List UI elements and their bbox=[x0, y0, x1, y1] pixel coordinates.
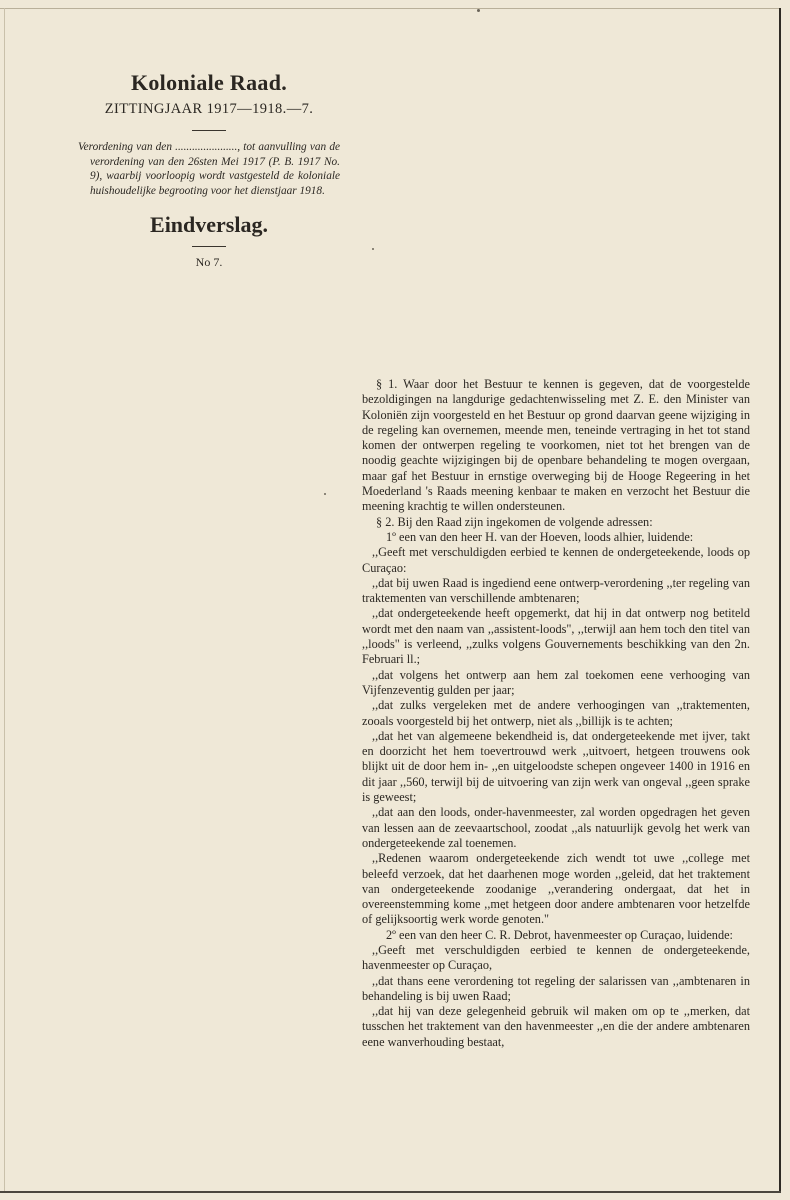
report-title: Eindverslag. bbox=[150, 212, 268, 237]
report-body bbox=[362, 377, 750, 1050]
address-1-paragraph: ,,dat zulks vergeleken met de andere verhoogingen van ,,traktementen, zooals voorgesteld bij het ontwerp, niet als ,,billijk is te achten; bbox=[362, 698, 750, 728]
divider bbox=[192, 246, 226, 247]
report-number: No 7. bbox=[195, 255, 223, 269]
section-2: § 2. Bij den Raad zijn ingekomen de volgende adressen: bbox=[376, 514, 653, 529]
document-title: Koloniale Raad. bbox=[130, 70, 288, 95]
address-1-paragraph: ,,dat het van algemeene bekendheid is, dat ondergeteekende met ijver, takt en doorzicht het hem toevertrouwd werk ,,uitvoert, hetgeen trouwens ook blijkt uit de door hem in- ,,en uitgeloodste schepen ongeveer 1400 in 1916 en dit jaar ,,560, terwijl bij de uitvoering van zijn werk van ongeval ,,geen sprake is geweest; bbox=[362, 728, 750, 805]
address-2-paragraph: ,,dat hij van deze gelegenheid gebruik wil maken om op te ,,merken, dat tusschen het traktement van den havenmeester ,,en die der andere ambtenaren eene wanverhouding bestaat, bbox=[362, 1004, 750, 1049]
speck-mark bbox=[324, 493, 326, 495]
address-2-paragraph: ,,dat thans eene verordening tot regeling der salarissen van ,,ambtenaren in behandeling is bij uwen Raad; bbox=[362, 973, 750, 1003]
address-1-paragraph: ,,dat bij uwen Raad is ingediend eene ontwerp-verordening ,,ter regeling van traktementen van verschillende ambtenaren; bbox=[362, 575, 750, 606]
address-1-paragraph: ,,dat ondergeteekende heeft opgemerkt, dat hij in dat ontwerp nog betiteld wordt met den naam van ,,assistent-loods", ,,terwijl aan hem toch den titel van ,,loods" is verleend, ,,zulks volgens Gouvernements beschikking van den 2n. Februari ll.; bbox=[362, 606, 750, 667]
address-2-intro: 2º een van den heer C. R. Debrot, havenmeester op Curaçao, luidende: bbox=[386, 927, 733, 942]
ordinance-description: Verordening van den ......................, tot aanvulling van de verordening van den 26sten Mei 1917 (P. B. 1917 No. 9), waarbij voorloopig wordt vastgesteld de koloniale huishoudelijke begrooting voor het dienstjaar 1918. bbox=[78, 141, 340, 197]
page-edge-top bbox=[0, 8, 781, 9]
address-1-intro: 1º een van den heer H. van der Hoeven, loods alhier, luidende: bbox=[386, 529, 694, 544]
report-number-block bbox=[78, 246, 340, 270]
session-year: ZITTINGJAAR 1917—1918.—7. bbox=[104, 101, 314, 117]
page-edge-right bbox=[779, 8, 781, 1193]
divider bbox=[192, 130, 226, 131]
page-edge-bottom bbox=[0, 1191, 781, 1193]
address-1-paragraph: ,,Redenen waarom ondergeteekende zich wendt tot uwe ,,college met beleefd verzoek, dat het daarhenen moge worden ,,geleid, dat het traktement van ondergeteekende zoodanige ,,verandering ondergaat, dat het in overeenstemming kome ,,met hetgeen door andere ambtenaren voor hetzelfde of gelijksoortig werk worde genoten." bbox=[362, 851, 750, 927]
header-column bbox=[78, 70, 340, 270]
section-1: § 1. Waar door het Bestuur te kennen is gegeven, dat de voorgestelde bezoldigingen na langdurige gedachtenwisseling met Z. E. den Minister van Koloniën zijn voorgesteld en het Bestuur op grond daarvan geene wijziging in de regeling kan overnemen, meende men, teneinde vertraging in het tot stand komen der ontwerpen regeling te voorkomen, niet tot het brengen van de noodig geachte wijzigingen bij de openbare behandeling te mogen overgaan, maar gaf het Bestuur in ernstige overweging bij de Hooge Regeering in het Moederland 's Raads meening kenbaar te maken en verzocht het Bestuur die meening krachtig te willen ondersteunen. bbox=[362, 377, 750, 514]
address-1-paragraph: ,,dat aan den loods, onder-havenmeester, zal worden opgedragen het geven van lessen aan de zeevaartschool, zoodat ,,als natuurlijk gevolg het werk van ondergeteekende zal toenemen. bbox=[362, 805, 750, 850]
address-1-paragraph: ,,Geeft met verschuldigden eerbied te kennen de ondergeteekende, loods op Curaçao: bbox=[362, 545, 750, 575]
page-edge-left bbox=[4, 8, 5, 1193]
address-2-paragraph: ,,Geeft met verschuldigden eerbied te kennen de ondergeteekende, havenmeester op Curaçao, bbox=[362, 942, 750, 973]
address-1-paragraph: ,,dat volgens het ontwerp aan hem zal toekomen eene verhooging van Vijfenzeventig gulden per jaar; bbox=[362, 667, 750, 697]
speck-mark bbox=[372, 248, 374, 250]
speck-mark bbox=[477, 9, 480, 12]
